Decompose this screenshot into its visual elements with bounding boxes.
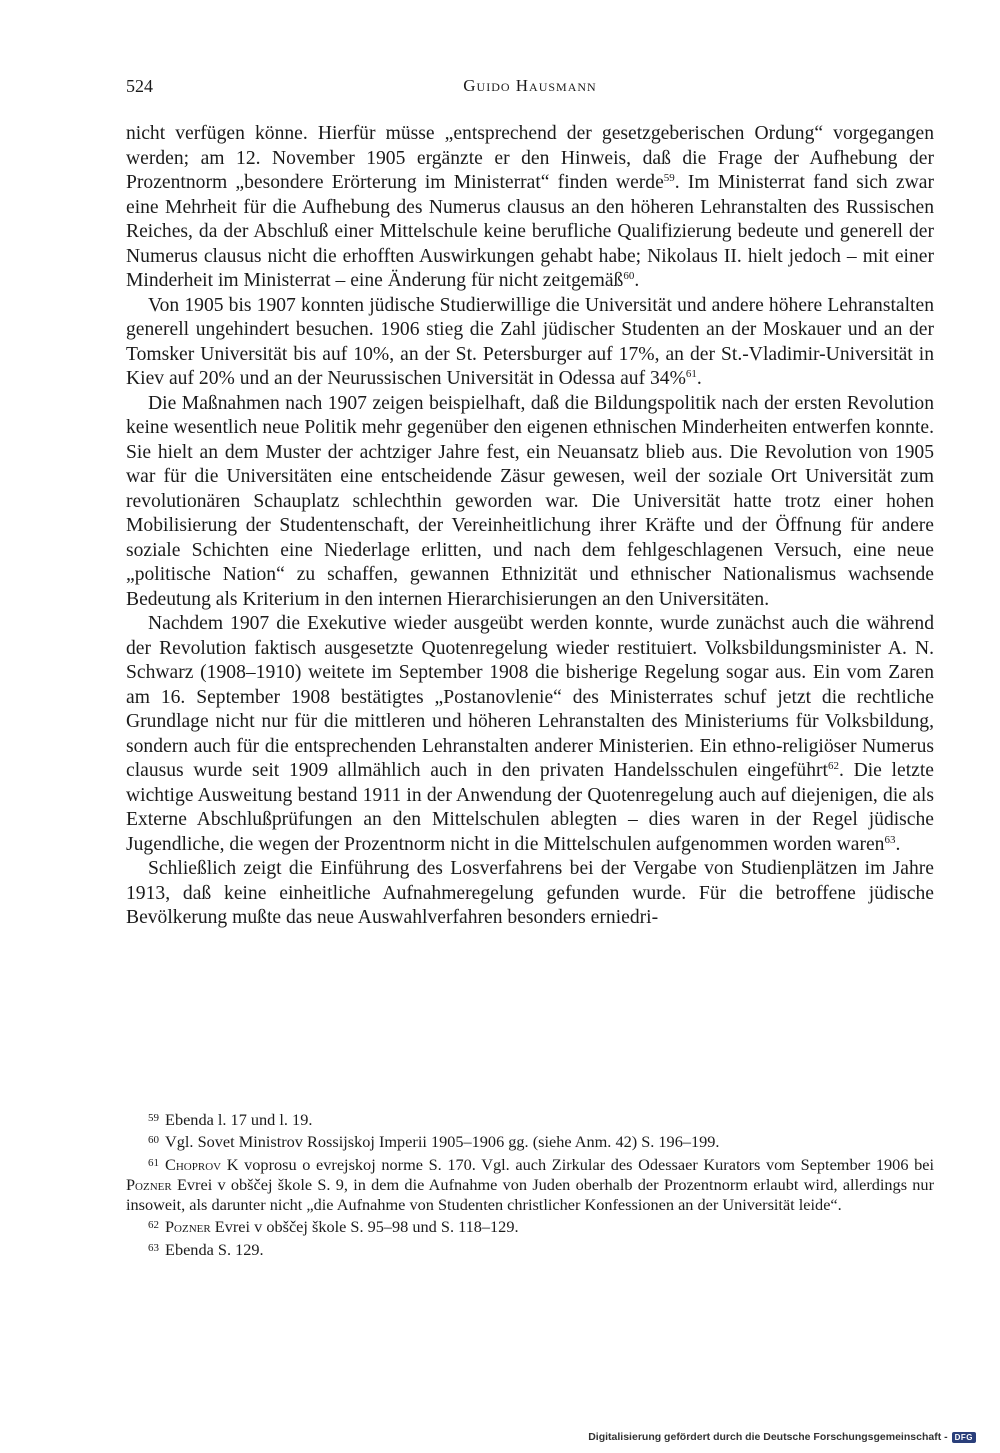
paragraph-5	[126, 857, 934, 931]
paragraph-4-text-b: . Die letzte wichtige Ausweitung bestand 1911 in der Anwendung der Quotenregelung auch auf diejenigen, die als Externe Abschlußprüfungen an den Mittelschulen ablegten – dies waren in der Regel jüdische Jugendliche, die wegen der Prozentnorm nicht in die Mittelschulen aufgenommen worden waren	[126, 760, 934, 855]
footnote-text: Vgl. Sovet Ministrov Rossijskoj Imperii 1905–1906 gg. (siehe Anm. 42) S. 196–199.	[165, 1132, 720, 1152]
paragraph-1-text-b: . Im Ministerrat fand sich zwar eine Mehrheit für die Aufhebung des Numerus clausus an den höheren Lehranstalten des Russischen Reiches, da der Abschluß einer Mittelschule keine berufliche Qualifizierung bedeute und generell der Numerus clausus nicht die erhofften Auswirkungen gehabt habe; Nikolaus II. hielt jedoch – mit einer Minderheit im Ministerrat – eine Änderung für nicht zeitgemäß	[126, 172, 934, 291]
footnote-text: K voprosu o evrejskoj norme S. 170. Vgl. auch Zirkular des Odessaer Kurators vom September 1906 bei	[221, 1154, 934, 1174]
footnote-60	[126, 1130, 934, 1152]
footnote-ref-60[interactable]: 60	[623, 270, 635, 282]
footnote-number: 60	[148, 1134, 159, 1147]
running-head: Guido Hausmann	[463, 76, 597, 95]
footnote-59	[126, 1108, 934, 1130]
paragraph-2	[126, 294, 934, 392]
footnote-63	[126, 1238, 934, 1260]
credit-text: Digitalisierung gefördert durch die Deutsche Forschungsgemeinschaft -	[588, 1431, 948, 1443]
paragraph-3-text: Die Maßnahmen nach 1907 zeigen beispielhaft, daß die Bildungspolitik nach der ersten Revolution keine wesentlich neue Politik mehr gegenüber den eigenen ethnischen Minderheiten entwerfen konnte. Sie hielt an dem Muster der achtziger Jahre fest, ein Neuansatz blieb aus. Die Revolution von 1905 war für die Universitäten eine entscheidende Zäsur gewesen, weil der soziale Ort Universität zum revolutionären Schauplatz schlechthin geworden war. Die Universität hatte trotz einer hohen Mobilisierung der Studentenschaft, der Vereinheitlichung ihrer Kräfte und der Öffnung für andere soziale Schichten eine Niederlage erlitten, und nach dem fehlgeschlagenen Versuch, eine neue „politische Nation“ zu schaffen, gewannen Ethnizität und ethnischer Nationalismus wachsende Bedeutung als Kriterium in den internen Hierarchisierungen an den Universitäten.	[126, 392, 934, 610]
paragraph-2-text-b: .	[696, 368, 702, 389]
footnote-61	[126, 1153, 934, 1216]
footnote-number: 62	[148, 1219, 159, 1232]
page-header	[126, 76, 934, 102]
footnote-number: 63	[148, 1241, 159, 1254]
footnotes	[126, 1108, 934, 1260]
footnote-number: 61	[148, 1156, 159, 1169]
footnote-text: Ebenda S. 129.	[165, 1239, 264, 1259]
footnote-ref-59[interactable]: 59	[663, 172, 675, 184]
paragraph-3	[126, 392, 934, 613]
footnote-text: Evrei v obščej škole S. 95–98 und S. 118–129.	[210, 1217, 519, 1237]
footnote-text: Evrei v obščej škole S. 9, in dem die Aufnahme von Juden oberhalb der Prozentnorm erlaubt wird, allerdings nur insoweit, als darunter nicht „die Aufnahme von Studenten christlicher Konfessionen an der Universität leide“.	[126, 1174, 934, 1215]
paragraph-2-text-a: Von 1905 bis 1907 konnten jüdische Studierwillige die Universität und andere höhere Lehranstalten generell ungehindert besuchen. 1906 stieg die Zahl jüdischer Studenten an der Moskauer und an der Tomsker Universität bis auf 10%, an der St. Petersburger auf 17%, an der St.-Vladimir-Universität in Kiev auf 20% und an der Neurussischen Universität in Odessa auf 34%	[126, 294, 934, 389]
footnote-author: Pozner	[126, 1174, 172, 1194]
page-number: 524	[126, 76, 153, 96]
paragraph-1	[126, 122, 934, 294]
paragraph-4-text-a: Nachdem 1907 die Exekutive wieder ausgeübt werden konnte, wurde zunächst auch die während der Revolution faktisch ausgesetzte Quotenregelung wieder restituiert. Volksbildungsminister A. N. Schwarz (1908–1910) weitete im September 1908 die bisherige Regelung sogar aus. Ein vom Zaren am 16. September 1908 bestätigtes „Postanovlenie“ des Ministerrates schuf jetzt die rechtliche Grundlage nicht nur für die mittleren und höheren Lehranstalten des Ministeriums für Volksbildung, sondern auch für die entsprechenden Lehranstalten anderer Ministerien. Ein ethno-religiöser Numerus clausus wurde seit 1909 allmählich auch in den privaten Handelsschulen eingeführt	[126, 613, 934, 781]
footnote-author: Pozner	[165, 1217, 211, 1237]
dfg-logo-icon: DFG	[952, 1432, 976, 1443]
footnote-author: Choprov	[165, 1154, 222, 1174]
footnote-number: 59	[148, 1112, 159, 1124]
paragraph-1-text-c: .	[634, 270, 640, 291]
paragraph-1-text-a: nicht verfügen könne. Hierfür müsse „entsprechend der gesetzgeberischen Ordung“ vorgegangen werden; am 12. November 1905 ergänzte er den Hinweis, daß die Frage der Aufhebung der Prozentnorm „besondere Erörterung im Ministerrat“ finden werde	[126, 123, 934, 193]
body-text	[126, 122, 934, 931]
digitization-credit	[588, 1431, 976, 1443]
footnote-ref-63[interactable]: 63	[884, 833, 896, 846]
footnote-62	[126, 1215, 934, 1237]
paragraph-4-text-c: .	[895, 833, 901, 855]
paragraph-4	[126, 612, 934, 857]
footnote-ref-61[interactable]: 61	[685, 368, 697, 380]
footnote-ref-62[interactable]: 62	[827, 760, 839, 772]
footnote-text: Ebenda l. 17 und l. 19.	[165, 1110, 313, 1129]
paragraph-5-text: Schließlich zeigt die Einführung des Losverfahrens bei der Vergabe von Studienplätzen im Jahre 1913, daß keine einheitliche Aufnahmeregelung gefunden wurde. Für die betroffene jüdische Bevölkerung mußte das neue Auswahlverfahren besonders erniedri-	[126, 858, 934, 928]
